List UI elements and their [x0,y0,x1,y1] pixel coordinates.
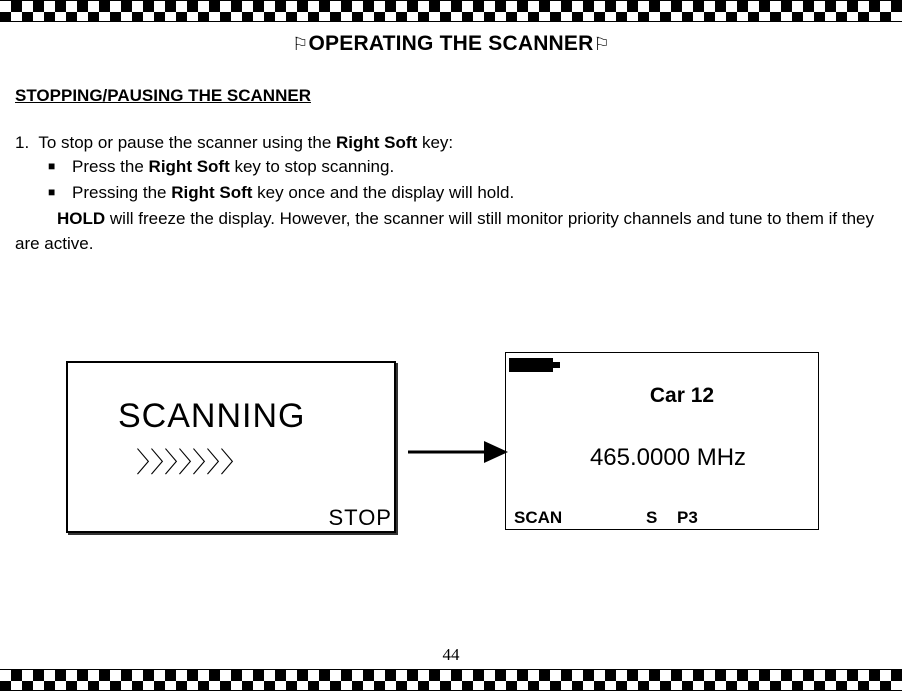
hold-display [505,352,819,530]
hold-key: HOLD [57,209,106,228]
flag-icon: ⚐ [593,34,610,55]
s-indicator: S [646,508,658,527]
bullet-icon: ■ [48,159,56,173]
checker-border-top [0,0,902,22]
section-heading: STOPPING/PAUSING THE SCANNER [15,86,311,105]
stop-soft-key-label: STOP [328,505,392,530]
arrow-right-icon [408,439,508,465]
bullet-icon: ■ [48,185,56,199]
channel-name: Car 12 [649,384,715,407]
key-name: Right Soft [336,133,418,152]
frequency-readout: 465.0000 MHz [589,444,747,471]
page-title [0,32,902,56]
flag-icon: ⚐ [292,34,309,55]
bullet-item: ■ Pressing the Right Soft key once and the display will hold. [48,183,515,202]
page-title-text: OPERATING THE SCANNER [308,32,594,55]
mode-indicator: SCAN [514,508,563,527]
battery-tip [553,362,560,368]
priority-indicator: P3 [677,508,698,527]
scan-progress-chevrons: 〉〉〉〉〉〉〉 [136,446,249,479]
hold-note: HOLD will freeze the display. However, the scanner will still monitor priority channels and tune to them if they are active. [15,209,874,253]
step-1: 1. To stop or pause the scanner using the Right Soft key: [15,133,454,152]
key-name: Right Soft [171,183,253,202]
battery-icon [509,358,553,372]
checker-border-bottom [0,669,902,691]
page-number: 44 [442,645,460,664]
key-name: Right Soft [148,157,230,176]
scanning-label: SCANNING [118,397,306,435]
step-number: 1. [15,133,30,152]
bullet-item: ■ Press the Right Soft key to stop scanning. [48,157,395,176]
scanning-display [66,361,396,533]
